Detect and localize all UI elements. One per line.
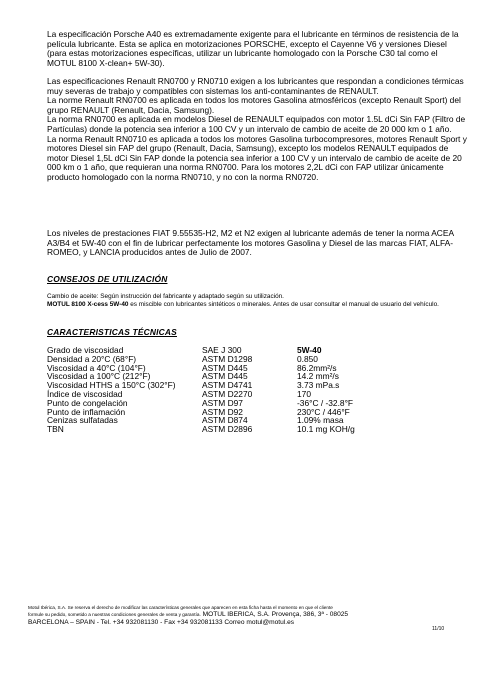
intro-section: [47, 30, 467, 68]
consejos-body: [47, 293, 467, 309]
spec-name: Grado de viscosidad: [47, 345, 124, 355]
footer-conditions-text: formule su pedido, sometido a nuestras condiciones generales de venta y garantía.: [28, 612, 201, 617]
spec-name: Viscosidad a 100°C (212°F): [47, 371, 151, 382]
miscible-text: es miscible con lubricantes sintéticos o minerales. Antes de usar consultar el manual de usuario del vehículo.: [128, 301, 439, 309]
spec-name: TBN: [47, 424, 64, 435]
footer-conditions: [28, 611, 468, 619]
footer-contact: BARCELONA – SPAIN - Tel. +34 932081130 - Fax +34 932081133 Correo motul@motul.es: [28, 619, 295, 626]
footer-company-address: MOTUL IBERICA, S.A. Provença, 386, 3ª - 08025: [200, 611, 349, 618]
spec-value: 10.1 mg KOH/g: [297, 424, 355, 435]
consejos-heading: CONSEJOS DE UTILIZACIÓN: [47, 274, 168, 284]
spec-method: ASTM D97: [202, 397, 243, 408]
spec-method: SAE J 300: [202, 345, 242, 355]
spec-name: Cenizas sulfatadas: [47, 415, 118, 426]
footer: [28, 604, 468, 627]
spec-name: Viscosidad a 40°C (104°F): [47, 362, 146, 373]
fiat-paragraph: Los niveles de prestaciones FIAT 9.55535-H2, M2 et N2 exigen al lubricante además de tener la norma ACEA A3/B4 et 5W-40 con el fin de lubricar perfectamente los motores Gasolina y Diesel de las marcas FIAT, ALFA-ROMEO, y LANCIA producidos antes de Julio de 2007.: [47, 228, 454, 258]
spec-value: 5W-40: [297, 345, 322, 355]
spec-row: [47, 425, 417, 434]
renault-spec-paragraph: Las especificaciones Renault RN0700 y RN0710 exigen a los lubricantes que respondan a condiciones térmicas muy severas de trabajo y compatibles con sistemas los anti-contaminantes de RENAULT.: [47, 76, 464, 96]
spec-method: ASTM D2270: [202, 388, 253, 399]
page-number: 11/10: [432, 626, 445, 632]
spec-name: Punto de congelación: [47, 397, 128, 408]
rn0700-gasoline-paragraph: La norme Renault RN0700 es aplicada en todos los motores Gasolina atmosféricos (excepto Renault Sport) del grupo RENAULT (Renault, Dacia, Samsung).: [47, 95, 461, 115]
spec-value: 86.2mm²/s: [297, 362, 337, 373]
rn0700-diesel-paragraph: La norma RN0700 es aplicada en modelos Diesel de RENAULT equipados con motor 1.5L dCi Sin FAP (Filtro de Partículas) donde la potencia sea inferior a 100 CV y un intervalo de cambio de aceite de 20 000 km o 1 año.: [47, 114, 466, 134]
spec-value: 0.850: [297, 353, 318, 364]
spec-value: 1.09% masa: [297, 415, 344, 426]
specs-table: [47, 346, 417, 434]
spec-value: 3.73 mPa.s: [297, 380, 340, 391]
porsche-paragraph: La especificación Porsche A40 es extremadamente exigente para el lubricante en términos de resistencia de la película lubricante. Esta se aplica en motorizaciones PORSCHE, excepto el Cayenne V6 y versiones Diesel (para estas motorizaciones específicas, utilizar un lubricante homologado con la Porsche C30 tal como el MOTUL 8100 X-clean+ 5W-30).: [47, 29, 459, 68]
spec-value: 170: [297, 388, 311, 399]
caracteristicas-heading: CARACTERISTICAS TÉCNICAS: [47, 327, 177, 337]
fiat-section: [47, 229, 467, 258]
spec-value: -36°C / -32.8°F: [297, 397, 354, 408]
spec-value: 230°C / 446°F: [297, 406, 350, 417]
renault-section: [47, 77, 467, 183]
spec-name: Densidad a 20°C (68°F): [47, 353, 137, 364]
product-name: MOTUL 8100 X-cess 5W-40: [47, 301, 129, 309]
spec-method: ASTM D92: [202, 406, 243, 417]
spec-method: ASTM D445: [202, 362, 248, 373]
miscible-line: [47, 301, 467, 309]
rn0710-paragraph: La norma Renault RN0710 es aplicada a todos los motores Gasolina turbocompresores, motores Renault Sport y motores Diesel sin FAP del grupo (Renault, Dacia, Samsung), excepto los modelos RENAULT equipados de motor Diesel 1,5L dCi Sin FAP donde la potencia sea inferior a 100 CV y un intervalo de cambio de aceite de 20 000 km o 1 año, que requieran una norma RN0700. Para los motores 2,2L dCi con FAP utilizar únicamente producto homologado con la norma RN0710, y no con la norma RN0720.: [47, 133, 467, 182]
spec-name: Punto de inflamación: [47, 406, 126, 417]
spec-value: 14.2 mm²/s: [297, 371, 339, 382]
spec-method: ASTM D1298: [202, 353, 253, 364]
footer-disclaimer: Motul Ibérica, S.A. Se reserva el derecho de modificar las características generales que aparecen en esta ficha hasta el momento en que el cliente: [28, 605, 333, 610]
oil-change-line: Cambio de aceite: Según instrucción del fabricante y adaptado según su utilización.: [47, 293, 284, 300]
spec-name: Viscosidad HTHS a 150°C (302°F): [47, 380, 176, 391]
spec-method: ASTM D4741: [202, 380, 253, 391]
spec-method: ASTM D874: [202, 415, 248, 426]
spec-method: ASTM D2896: [202, 424, 253, 435]
spec-name: Índice de viscosidad: [47, 388, 123, 399]
spec-method: ASTM D445: [202, 371, 248, 382]
